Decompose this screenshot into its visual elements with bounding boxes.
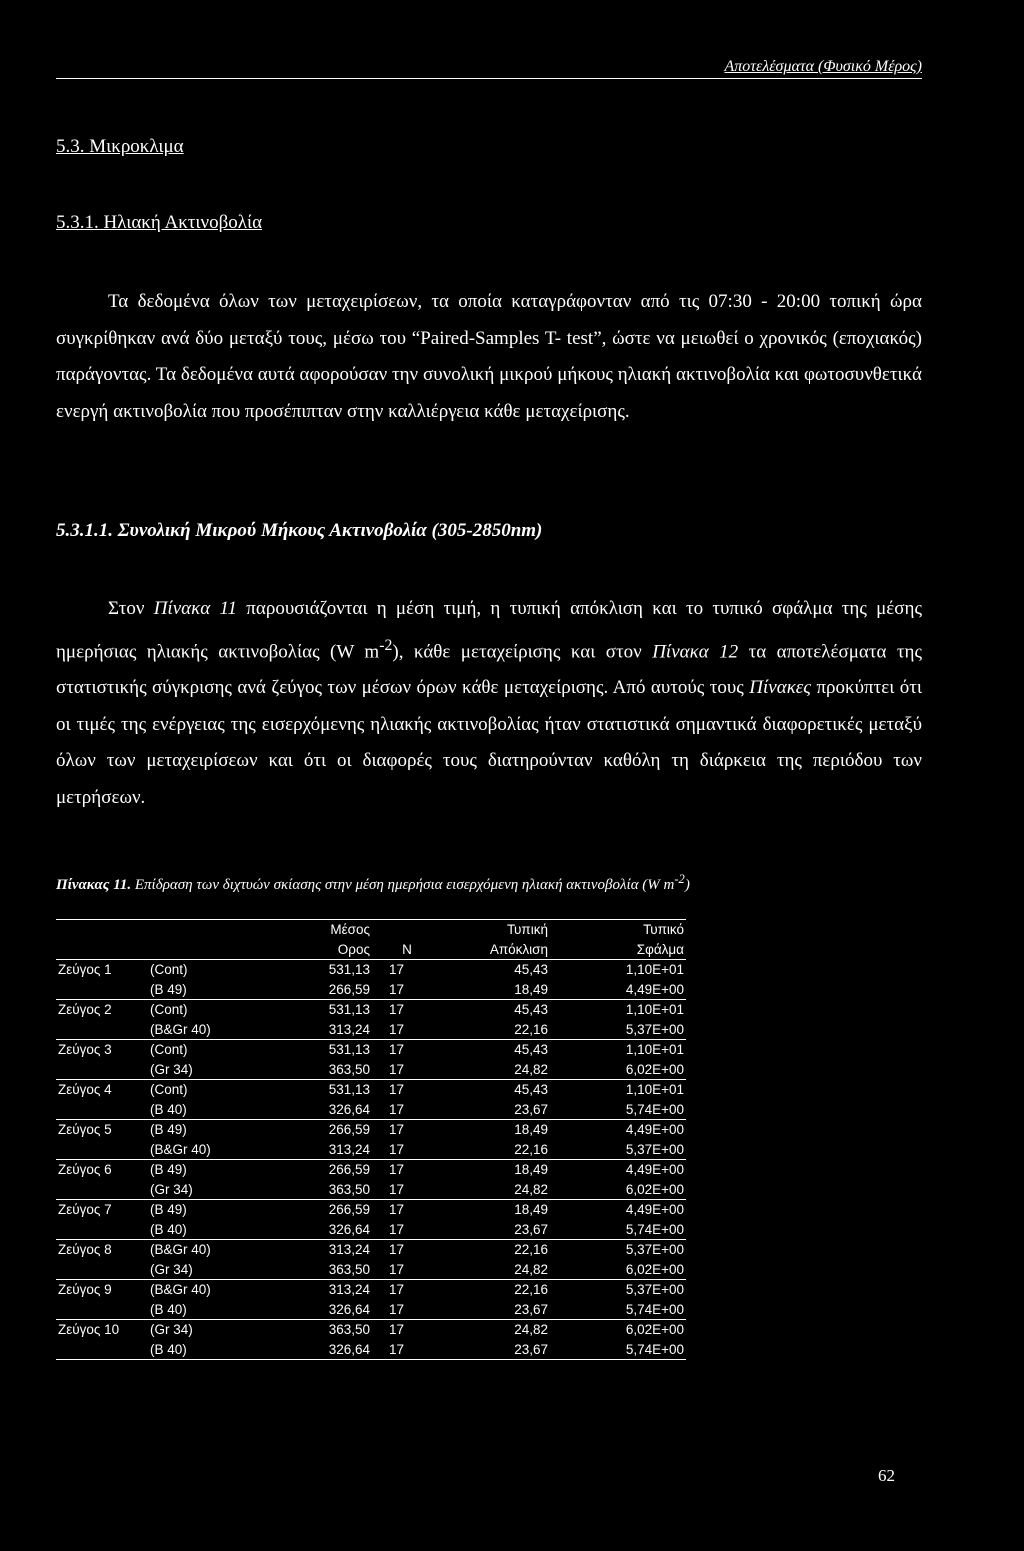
pair-cell: Ζεύγος 4 bbox=[58, 1082, 112, 1097]
sd-cell: 18,49 bbox=[514, 1202, 548, 1217]
se-cell: 5,74E+00 bbox=[550, 1100, 686, 1120]
pair-cell bbox=[56, 1340, 148, 1360]
n-cell: 17 bbox=[372, 1260, 442, 1280]
treatment-cell: (Gr 34) bbox=[150, 1322, 193, 1337]
treatment-cell: (B&Gr 40) bbox=[148, 1140, 268, 1160]
pair-cell bbox=[56, 1300, 148, 1320]
header-n: N bbox=[372, 940, 442, 960]
n-cell: 17 bbox=[372, 980, 442, 1000]
pair-cell: Ζεύγος 10 bbox=[58, 1322, 120, 1337]
n-cell: 17 bbox=[372, 1220, 442, 1240]
pair-cell: Ζεύγος 2 bbox=[58, 1002, 112, 1017]
pair-cell bbox=[56, 1020, 148, 1040]
table-row bbox=[56, 1240, 686, 1260]
pair-cell: Ζεύγος 1 bbox=[58, 962, 112, 977]
treatment-cell: (B 49) bbox=[148, 980, 268, 1000]
table-caption-text: Επίδραση των διχτυών σκίασης στην μέση ημερήσια εισερχόμενη ηλιακή ακτινοβολία (W m bbox=[131, 877, 675, 893]
treatment-cell: (B 40) bbox=[148, 1220, 268, 1240]
mean-cell: 531,13 bbox=[328, 1002, 370, 1017]
sd-cell: 24,82 bbox=[442, 1060, 550, 1080]
table-row bbox=[56, 1300, 686, 1320]
mean-cell: 326,64 bbox=[268, 1100, 372, 1120]
header-sd-2: Απόκλιση bbox=[442, 940, 550, 960]
n-cell: 17 bbox=[388, 1002, 404, 1017]
mean-cell: 531,13 bbox=[328, 962, 370, 977]
se-cell: 1,10E+01 bbox=[625, 1082, 684, 1097]
n-cell: 17 bbox=[372, 1100, 442, 1120]
mean-cell: 531,13 bbox=[328, 1042, 370, 1057]
table-body bbox=[56, 960, 686, 1360]
se-cell: 1,10E+01 bbox=[625, 1002, 684, 1017]
mean-cell: 313,24 bbox=[268, 1140, 372, 1160]
treatment-cell: (Cont) bbox=[150, 1082, 188, 1097]
subsection-heading-text: 5.3.1. Ηλιακή Ακτινοβολία bbox=[56, 212, 263, 233]
se-cell: 5,37E+00 bbox=[550, 1020, 686, 1040]
pair-cell: Ζεύγος 3 bbox=[58, 1042, 112, 1057]
mean-cell: 531,13 bbox=[328, 1082, 370, 1097]
sd-cell: 22,16 bbox=[442, 1020, 550, 1040]
running-title: Αποτελέσματα (Φυσικό Μέρος) bbox=[724, 58, 922, 75]
sd-cell: 45,43 bbox=[514, 1002, 548, 1017]
table-row bbox=[56, 1260, 686, 1280]
treatment-cell: (Cont) bbox=[150, 1002, 188, 1017]
table-row bbox=[56, 1000, 686, 1020]
treatment-cell: (B 49) bbox=[150, 1122, 187, 1137]
table-row bbox=[56, 1060, 686, 1080]
sd-cell: 23,67 bbox=[442, 1220, 550, 1240]
treatment-cell: (Gr 34) bbox=[148, 1180, 268, 1200]
table-header-row bbox=[56, 920, 686, 940]
mean-cell: 363,50 bbox=[268, 1260, 372, 1280]
intro-paragraph-text: Τα δεδομένα όλων των μεταχειρίσεων, τα οποία καταγράφονταν από τις 07:30 - 20:00 τοπική ώρα συγκρίθηκαν ανά δύο μεταξύ τους, μέσω του “Paired-Samples T- test”, ώστε να μειωθεί ο χρονικός (εποχιακός) παράγοντας. Τα δεδομένα αυτά αφορούσαν την συνολική μικρού μήκους ηλιακή ακτινοβολία και φωτοσυνθετικά ενεργή ακτινοβολία που προσέπιπταν στην καλλιέργεια κάθε μεταχείρισης. bbox=[56, 291, 922, 422]
se-cell: 4,49E+00 bbox=[625, 1122, 684, 1137]
treatment-cell: (Gr 34) bbox=[148, 1060, 268, 1080]
table-row bbox=[56, 960, 686, 980]
se-cell: 6,02E+00 bbox=[550, 1060, 686, 1080]
sd-cell: 45,43 bbox=[514, 1042, 548, 1057]
sd-cell: 23,67 bbox=[442, 1100, 550, 1120]
n-cell: 17 bbox=[388, 1202, 404, 1217]
se-cell: 5,74E+00 bbox=[550, 1340, 686, 1360]
n-cell: 17 bbox=[372, 1340, 442, 1360]
table-reference-11: Πίνακα 11 bbox=[153, 598, 238, 619]
intro-paragraph bbox=[56, 284, 922, 430]
treatment-cell: (B 40) bbox=[148, 1300, 268, 1320]
n-cell: 17 bbox=[388, 1042, 404, 1057]
treatment-cell: (B 40) bbox=[148, 1340, 268, 1360]
sd-cell: 22,16 bbox=[514, 1242, 548, 1257]
treatment-cell: (Cont) bbox=[150, 962, 188, 977]
header-se-1: Τυπικό bbox=[550, 920, 686, 940]
se-cell: 4,49E+00 bbox=[625, 1202, 684, 1217]
sd-cell: 18,49 bbox=[514, 1162, 548, 1177]
mean-cell: 313,24 bbox=[268, 1020, 372, 1040]
n-cell: 17 bbox=[388, 1242, 404, 1257]
treatment-cell: (B 49) bbox=[150, 1202, 187, 1217]
header-mean-1: Μέσος bbox=[268, 920, 372, 940]
treatment-cell: (Gr 34) bbox=[148, 1260, 268, 1280]
pair-cell bbox=[56, 1060, 148, 1080]
se-cell: 5,74E+00 bbox=[550, 1220, 686, 1240]
pair-cell bbox=[56, 1100, 148, 1120]
sd-cell: 18,49 bbox=[442, 980, 550, 1000]
n-cell: 17 bbox=[388, 1082, 404, 1097]
mean-cell: 363,50 bbox=[268, 1060, 372, 1080]
pair-cell: Ζεύγος 6 bbox=[58, 1162, 112, 1177]
se-cell: 5,37E+00 bbox=[625, 1242, 684, 1257]
running-header bbox=[56, 58, 922, 79]
header-se-2: Σφάλμα bbox=[550, 940, 686, 960]
treatment-cell: (Cont) bbox=[150, 1042, 188, 1057]
sd-cell: 23,67 bbox=[442, 1300, 550, 1320]
mean-cell: 326,64 bbox=[268, 1340, 372, 1360]
data-table bbox=[56, 919, 686, 1360]
unit-superscript: -2 bbox=[379, 636, 393, 654]
mean-cell: 266,59 bbox=[328, 1122, 370, 1137]
se-cell: 6,02E+00 bbox=[550, 1260, 686, 1280]
sd-cell: 22,16 bbox=[442, 1140, 550, 1160]
table-row bbox=[56, 980, 686, 1000]
table-row bbox=[56, 1340, 686, 1360]
table-caption-end: ) bbox=[684, 877, 690, 893]
treatment-cell: (B 40) bbox=[148, 1100, 268, 1120]
pair-cell: Ζεύγος 5 bbox=[58, 1122, 112, 1137]
n-cell: 17 bbox=[372, 1060, 442, 1080]
n-cell: 17 bbox=[372, 1020, 442, 1040]
table-row bbox=[56, 1200, 686, 1220]
pair-cell: Ζεύγος 9 bbox=[58, 1282, 112, 1297]
table-row bbox=[56, 1220, 686, 1240]
results-text-1: Στον bbox=[108, 598, 154, 619]
table-row bbox=[56, 1020, 686, 1040]
subsubsection-heading: 5.3.1.1. Συνολική Μικρού Μήκους Ακτινοβολία (305-2850nm) bbox=[56, 520, 543, 541]
sd-cell: 23,67 bbox=[442, 1340, 550, 1360]
se-cell: 1,10E+01 bbox=[625, 1042, 684, 1057]
pair-cell bbox=[56, 1260, 148, 1280]
se-cell: 6,02E+00 bbox=[625, 1322, 684, 1337]
table-caption bbox=[56, 868, 736, 896]
n-cell: 17 bbox=[388, 1122, 404, 1137]
table-row bbox=[56, 1100, 686, 1120]
pair-cell bbox=[56, 980, 148, 1000]
table-row bbox=[56, 1120, 686, 1140]
results-text-5: προκύπτει ότι οι τιμές της ενέργειας της εισερχόμενης ηλιακής ακτινοβολίας ήταν στατιστικά σημαντικά διαφορετικές μεταξύ όλων των μεταχειρίσεων και ότι οι διαφορές τους διατηρούνταν καθόλη τη διάρκεια της περιόδου των μετρήσεων. bbox=[56, 677, 923, 808]
se-cell: 5,74E+00 bbox=[550, 1300, 686, 1320]
sd-cell: 24,82 bbox=[514, 1322, 548, 1337]
pair-cell: Ζεύγος 7 bbox=[58, 1202, 112, 1217]
pair-cell bbox=[56, 1180, 148, 1200]
se-cell: 6,02E+00 bbox=[550, 1180, 686, 1200]
table-caption-superscript: -2 bbox=[674, 872, 685, 886]
table-row bbox=[56, 1140, 686, 1160]
n-cell: 17 bbox=[372, 1300, 442, 1320]
mean-cell: 313,24 bbox=[328, 1242, 370, 1257]
n-cell: 17 bbox=[388, 1322, 404, 1337]
mean-cell: 363,50 bbox=[328, 1322, 370, 1337]
treatment-cell: (B&Gr 40) bbox=[148, 1020, 268, 1040]
pair-cell bbox=[56, 1140, 148, 1160]
sd-cell: 45,43 bbox=[514, 1082, 548, 1097]
n-cell: 17 bbox=[372, 1180, 442, 1200]
results-text-4: τα αποτελέσματα της στατιστικής σύγκρισης ανά ζεύγος των μέσων όρων κάθε μεταχείρισης. Από αυτούς τους bbox=[56, 640, 922, 699]
treatment-cell: (B 49) bbox=[150, 1162, 187, 1177]
results-text-2: παρουσιάζονται η μέση τιμή, η τυπική απόκλιση και το τυπικό σφάλμα της μέσης ημερήσιας ηλιακής ακτινοβολίας (W m bbox=[56, 598, 922, 662]
table-reference-12: Πίνακα 12 bbox=[652, 640, 739, 662]
pair-cell: Ζεύγος 8 bbox=[58, 1242, 112, 1257]
n-cell: 17 bbox=[388, 1282, 404, 1297]
results-text-3: ), κάθε μεταχείρισης και στον bbox=[392, 640, 653, 662]
mean-cell: 363,50 bbox=[268, 1180, 372, 1200]
sd-cell: 22,16 bbox=[514, 1282, 548, 1297]
sd-cell: 24,82 bbox=[442, 1260, 550, 1280]
mean-cell: 313,24 bbox=[328, 1282, 370, 1297]
mean-cell: 326,64 bbox=[268, 1300, 372, 1320]
table-row bbox=[56, 1180, 686, 1200]
mean-cell: 266,59 bbox=[328, 1202, 370, 1217]
table-caption-label: Πίνακας 11. bbox=[56, 877, 132, 893]
table-row bbox=[56, 1320, 686, 1340]
mean-cell: 326,64 bbox=[268, 1220, 372, 1240]
se-cell: 5,37E+00 bbox=[625, 1282, 684, 1297]
treatment-cell: (B&Gr 40) bbox=[150, 1282, 211, 1297]
mean-cell: 266,59 bbox=[268, 980, 372, 1000]
subsection-heading bbox=[56, 212, 262, 234]
sd-cell: 24,82 bbox=[442, 1180, 550, 1200]
section-heading bbox=[56, 136, 184, 158]
treatment-cell: (B&Gr 40) bbox=[150, 1242, 211, 1257]
header-sd-1: Τυπική bbox=[442, 920, 550, 940]
header-mean-2: Ορος bbox=[268, 940, 372, 960]
pair-cell bbox=[56, 1220, 148, 1240]
sd-cell: 45,43 bbox=[514, 962, 548, 977]
section-heading-text: 5.3. Μικροκλιμα bbox=[56, 136, 184, 157]
table-row bbox=[56, 1040, 686, 1060]
se-cell: 1,10E+01 bbox=[625, 962, 684, 977]
n-cell: 17 bbox=[372, 1140, 442, 1160]
tables-reference: Πίνακες bbox=[749, 677, 812, 699]
results-paragraph bbox=[56, 591, 922, 816]
table-row bbox=[56, 1280, 686, 1300]
se-cell: 5,37E+00 bbox=[550, 1140, 686, 1160]
n-cell: 17 bbox=[388, 1162, 404, 1177]
se-cell: 4,49E+00 bbox=[550, 980, 686, 1000]
table-header-row bbox=[56, 940, 686, 960]
table-row bbox=[56, 1160, 686, 1180]
table-row bbox=[56, 1080, 686, 1100]
page-number: 62 bbox=[878, 1466, 895, 1485]
se-cell: 4,49E+00 bbox=[625, 1162, 684, 1177]
sd-cell: 18,49 bbox=[514, 1122, 548, 1137]
n-cell: 17 bbox=[388, 962, 404, 977]
mean-cell: 266,59 bbox=[328, 1162, 370, 1177]
